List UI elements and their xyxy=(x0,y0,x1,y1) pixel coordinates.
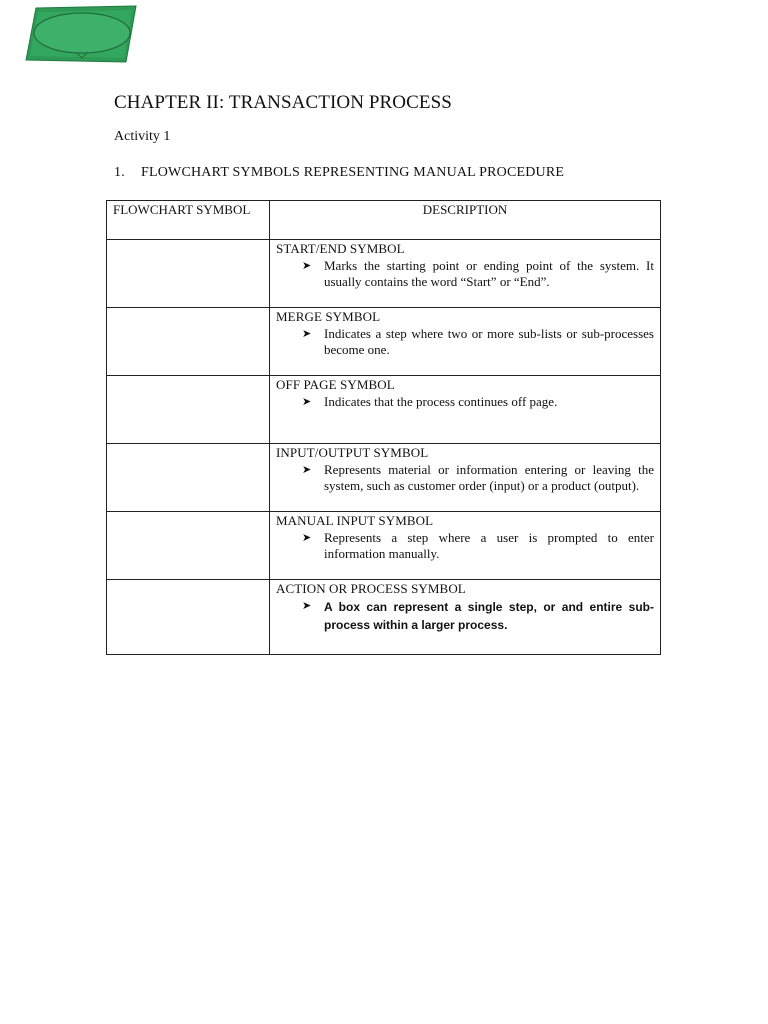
chapter-title: CHAPTER II: TRANSACTION PROCESS xyxy=(114,92,452,113)
bullet-item xyxy=(302,530,654,563)
arrowhead-bullet-icon: ➤ xyxy=(302,463,312,476)
symbol-description: A box can represent a single step, or and entire sub-process within a larger process. xyxy=(324,599,654,632)
symbol-cell xyxy=(107,376,270,444)
bullet-item xyxy=(302,326,654,359)
symbol-name: MANUAL INPUT SYMBOL xyxy=(276,513,434,528)
symbol-description: Represents material or information entering or leaving the system, such as customer order (input) or a product (output). xyxy=(324,461,654,493)
description-cell xyxy=(270,376,661,444)
green-leaf-logo xyxy=(24,2,142,66)
symbol-cell xyxy=(107,512,270,580)
symbol-name: START/END SYMBOL xyxy=(276,241,405,256)
table-row xyxy=(107,512,661,580)
description-cell xyxy=(270,580,661,655)
symbol-name: ACTION OR PROCESS SYMBOL xyxy=(276,581,466,596)
section-title: FLOWCHART SYMBOLS REPRESENTING MANUAL PROCEDURE xyxy=(141,165,565,180)
symbol-name: OFF PAGE SYMBOL xyxy=(276,377,395,392)
bullet-item xyxy=(302,258,654,291)
symbol-cell xyxy=(107,444,270,512)
table-row xyxy=(107,580,661,655)
symbol-description: Marks the starting point or ending point of the system. It usually contains the word “Start” or “End”. xyxy=(324,257,654,289)
description-cell xyxy=(270,444,661,512)
symbol-name: MERGE SYMBOL xyxy=(276,309,381,324)
symbol-description: Indicates a step where two or more sub-lists or sub-processes become one. xyxy=(324,325,654,357)
arrowhead-bullet-icon: ➤ xyxy=(302,599,312,612)
symbol-description: Represents a step where a user is prompted to enter information manually. xyxy=(324,529,654,561)
bullet-item xyxy=(302,394,654,411)
arrowhead-bullet-icon: ➤ xyxy=(302,259,312,272)
header-flowchart-symbol: FLOWCHART SYMBOL xyxy=(107,201,270,240)
activity-label: Activity 1 xyxy=(114,129,171,144)
table-row xyxy=(107,308,661,376)
table-row xyxy=(107,240,661,308)
bullet-item xyxy=(302,598,654,634)
section-heading xyxy=(114,165,564,181)
symbol-cell xyxy=(107,308,270,376)
arrowhead-bullet-icon: ➤ xyxy=(302,395,312,408)
symbol-cell xyxy=(107,580,270,655)
description-cell xyxy=(270,240,661,308)
table-row xyxy=(107,376,661,444)
table-header-row xyxy=(107,201,661,240)
section-number: 1. xyxy=(114,165,125,180)
table-row xyxy=(107,444,661,512)
symbol-name: INPUT/OUTPUT SYMBOL xyxy=(276,445,429,460)
description-cell xyxy=(270,308,661,376)
symbol-cell xyxy=(107,240,270,308)
flowchart-symbols-table xyxy=(106,200,661,655)
arrowhead-bullet-icon: ➤ xyxy=(302,531,312,544)
bullet-item xyxy=(302,462,654,495)
description-cell xyxy=(270,512,661,580)
header-description: DESCRIPTION xyxy=(270,201,661,240)
arrowhead-bullet-icon: ➤ xyxy=(302,327,312,340)
symbol-description: Indicates that the process continues off page. xyxy=(324,393,558,409)
